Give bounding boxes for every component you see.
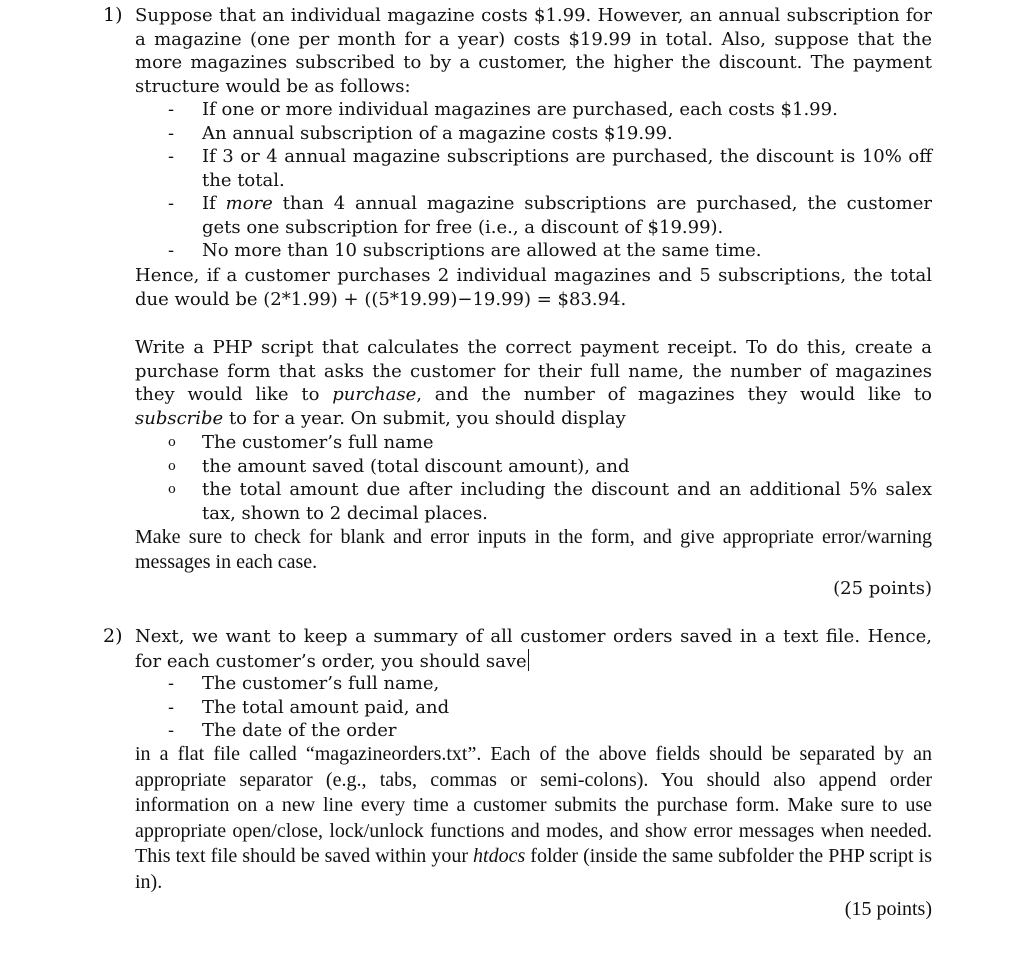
question-2-points: (15 points) — [844, 898, 932, 920]
circle-bullet: o — [168, 482, 176, 497]
payment-rule-text: No more than 10 subscriptions are allowed at the same time. — [202, 240, 762, 261]
payment-rule-text — [202, 193, 932, 238]
task-description — [135, 336, 932, 430]
dash-bullet: - — [168, 240, 175, 261]
emphasis-subscribe: subscribe — [135, 407, 224, 429]
dash-bullet: - — [168, 122, 175, 144]
validation-instruction: Make sure to check for blank and error inputs in the form, and give appropriate error/warning messages in each case. — [135, 526, 932, 573]
display-item-text: The customer’s full name — [202, 432, 434, 453]
question-2-number: 2) — [103, 625, 123, 647]
payment-rule — [135, 145, 932, 192]
payment-rule-text: An annual subscription of a magazine costs $19.99. — [202, 122, 673, 144]
display-item — [135, 431, 932, 455]
payment-rule — [135, 98, 932, 122]
payment-rules-list — [135, 98, 932, 263]
dash-bullet: - — [168, 193, 175, 214]
dash-bullet: - — [168, 146, 175, 167]
dash-bullet: - — [168, 720, 175, 741]
question-2-intro — [135, 625, 932, 673]
dash-bullet: - — [168, 696, 175, 718]
display-item-text: the amount saved (total discount amount), and — [202, 455, 630, 477]
payment-rule-text: If 3 or 4 annual magazine subscriptions are purchased, the discount is 10% off the total. — [202, 146, 932, 191]
rule-text-start: If — [202, 193, 226, 214]
file-instructions — [135, 742, 932, 896]
question-1-number: 1) — [103, 4, 123, 26]
text-cursor — [528, 649, 529, 671]
order-field — [135, 696, 932, 720]
task-text-c: to for a year. On submit, you should display — [223, 407, 626, 429]
dash-bullet: - — [168, 673, 175, 694]
question-1-intro: Suppose that an individual magazine costs $1.99. However, an annual subscription for a magazine (one per month for a year) costs $19.99 in total. Also, suppose that the more magazines subscribed to by a customer, the higher the discount. The payment structure would be as follows: — [135, 5, 932, 97]
emphasis-purchase: purchase — [332, 384, 417, 405]
display-items-list — [135, 431, 932, 525]
display-item — [135, 455, 932, 479]
file-instructions-text-a: in a flat file called “magazineorders.txt”. Each of the above fields should be separated by an appropriate separator (e.g., tabs, commas or semi-colons). You should also append order information on a new line every time a customer submits the purchase form. Make sure to use appropriate open/close, lock/unlock functions and modes, and show error messages when needed. This text file should be saved within your — [135, 743, 932, 868]
order-field-text: The date of the order — [202, 720, 397, 741]
rule-text-end: than 4 annual magazine subscriptions are purchased, the customer gets one subscription for free (i.e., a discount of $19.99). — [202, 193, 932, 238]
payment-rule — [135, 239, 932, 263]
question-1-points: (25 points) — [833, 578, 932, 599]
example-calculation: Hence, if a customer purchases 2 individual magazines and 5 subscriptions, the total due would be (2*1.99) + ((5*19.99)−19.99) = $83.94. — [135, 265, 932, 310]
file-instructions-text-b: folder (inside the same subfolder the PHP script is in). — [135, 845, 932, 893]
order-fields-list — [135, 672, 932, 743]
order-field-text: The total amount paid, and — [202, 696, 450, 718]
circle-bullet: o — [168, 458, 176, 474]
payment-rule — [135, 192, 932, 239]
task-text-a: Write a PHP script that calculates the correct payment receipt. To do this, create a purchase form that asks the customer for their full name, the number of magazines they would like to — [135, 337, 932, 405]
order-field-text: The customer’s full name, — [202, 673, 440, 694]
display-item-text: the total amount due after including the discount and an additional 5% salex tax, shown to 2 decimal places. — [202, 479, 932, 524]
question-2-intro-text: Next, we want to keep a summary of all customer orders saved in a text file. Hence, for each customer’s order, you should save — [135, 626, 932, 672]
display-item — [135, 478, 932, 525]
task-text-b: , and the number of magazines they would like to — [416, 384, 932, 405]
payment-rule — [135, 122, 932, 146]
emphasis-htdocs: htdocs — [473, 845, 526, 868]
order-field — [135, 719, 932, 743]
payment-rule-text: If one or more individual magazines are purchased, each costs $1.99. — [202, 99, 838, 120]
emphasis-more: more — [225, 193, 273, 214]
order-field — [135, 672, 932, 696]
dash-bullet: - — [168, 99, 175, 120]
circle-bullet: o — [168, 435, 176, 450]
